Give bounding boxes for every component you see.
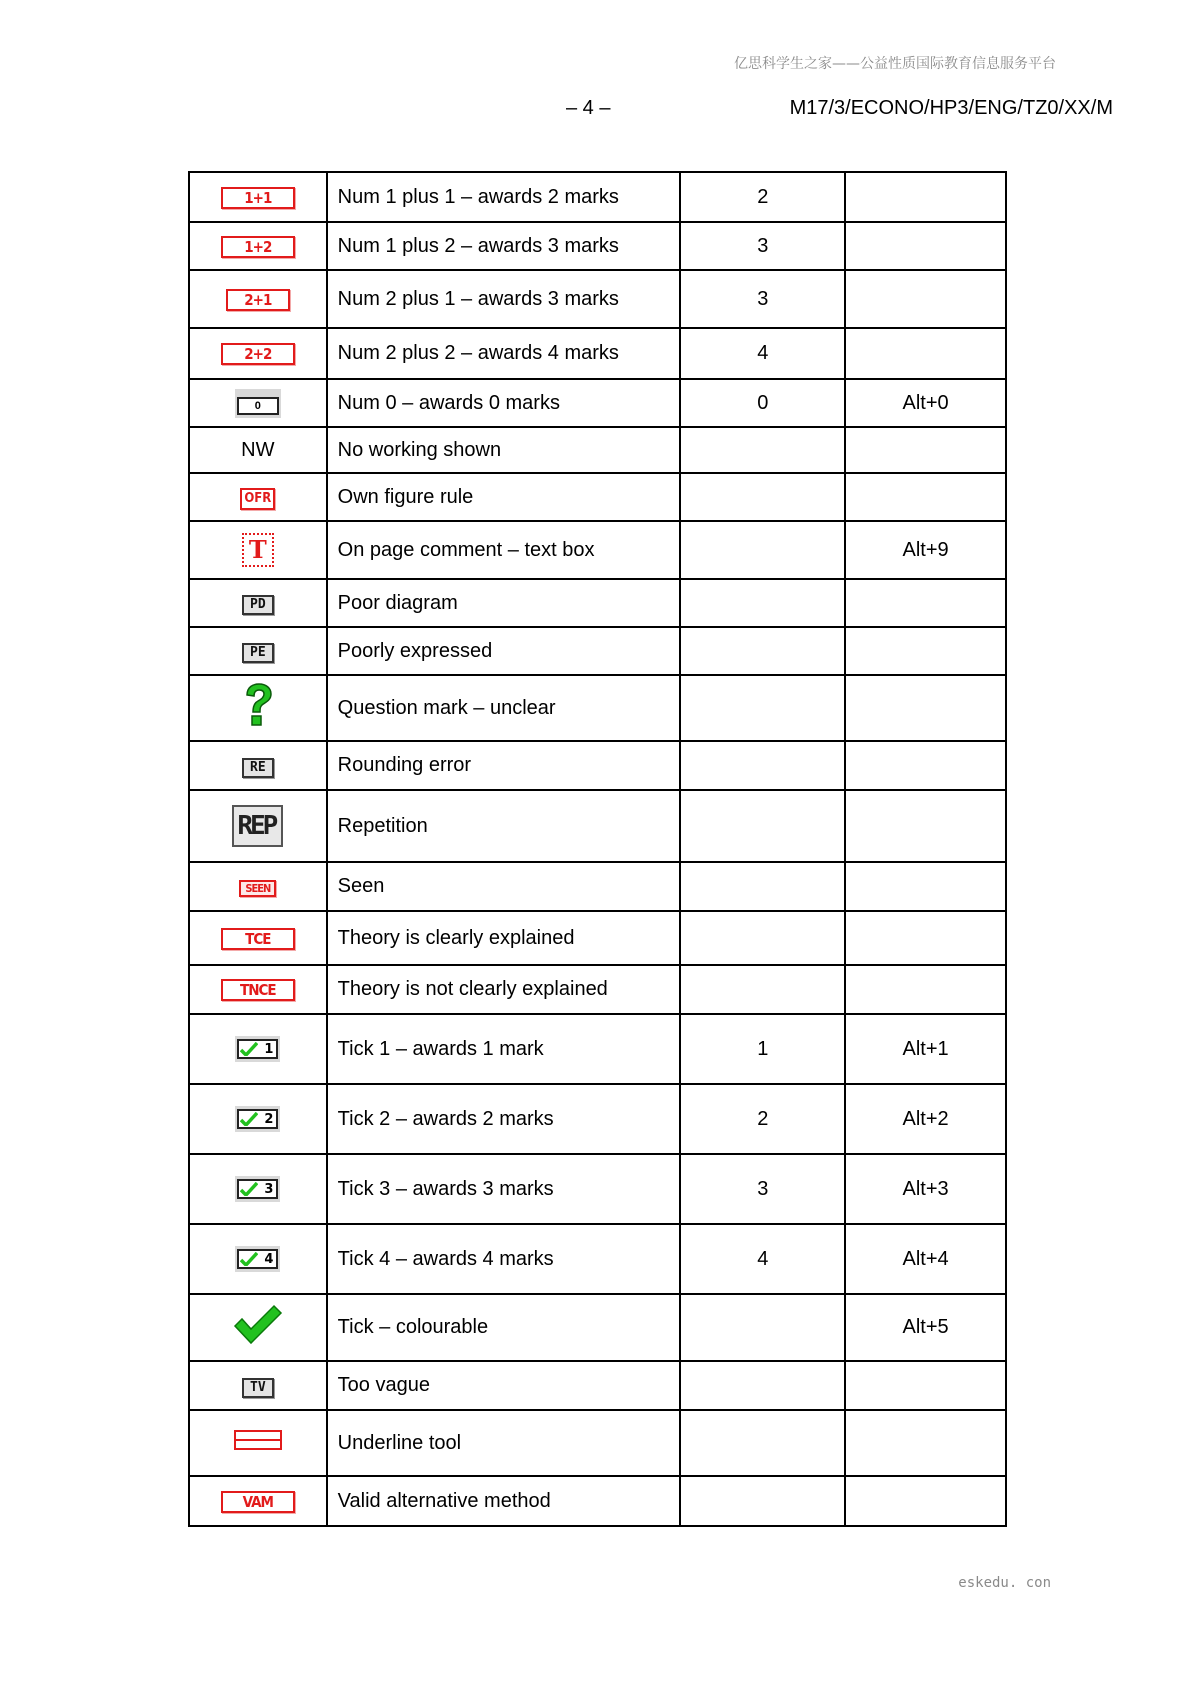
row-marks bbox=[680, 862, 845, 911]
row-description: Tick 3 – awards 3 marks bbox=[327, 1154, 681, 1224]
row-description: Num 1 plus 1 – awards 2 marks bbox=[327, 172, 681, 222]
check-icon bbox=[240, 1182, 258, 1196]
row-marks bbox=[680, 627, 845, 675]
table-row bbox=[189, 1154, 1006, 1224]
table-row bbox=[189, 172, 1006, 222]
row-shortcut bbox=[845, 222, 1006, 270]
table-row bbox=[189, 1014, 1006, 1084]
row-description: Num 1 plus 2 – awards 3 marks bbox=[327, 222, 681, 270]
repetition-icon: REP bbox=[232, 805, 283, 847]
row-marks: 2 bbox=[680, 1084, 845, 1154]
check-icon bbox=[240, 1042, 258, 1056]
row-shortcut bbox=[845, 427, 1006, 473]
row-description: Tick 4 – awards 4 marks bbox=[327, 1224, 681, 1294]
tick-4-icon bbox=[235, 1246, 280, 1272]
table-row bbox=[189, 1361, 1006, 1410]
row-marks bbox=[680, 1410, 845, 1476]
check-icon bbox=[240, 1252, 258, 1266]
table-row bbox=[189, 862, 1006, 911]
row-description: Rounding error bbox=[327, 741, 681, 790]
two-plus-one-icon: 2+1 bbox=[226, 289, 290, 311]
row-description: Valid alternative method bbox=[327, 1476, 681, 1526]
table-row bbox=[189, 270, 1006, 328]
table-row bbox=[189, 741, 1006, 790]
row-description: Num 2 plus 1 – awards 3 marks bbox=[327, 270, 681, 328]
row-shortcut: Alt+1 bbox=[845, 1014, 1006, 1084]
seen-icon: SEEN bbox=[239, 880, 276, 897]
row-marks bbox=[680, 965, 845, 1014]
one-plus-one-icon: 1+1 bbox=[221, 187, 295, 209]
row-shortcut: Alt+5 bbox=[845, 1294, 1006, 1361]
row-description: Own figure rule bbox=[327, 473, 681, 521]
row-shortcut bbox=[845, 675, 1006, 741]
question-mark-icon bbox=[238, 681, 278, 729]
row-shortcut bbox=[845, 473, 1006, 521]
row-shortcut bbox=[845, 627, 1006, 675]
row-description: No working shown bbox=[327, 427, 681, 473]
row-shortcut bbox=[845, 328, 1006, 379]
row-marks bbox=[680, 521, 845, 579]
tick-2-icon bbox=[235, 1106, 280, 1132]
table-row bbox=[189, 911, 1006, 965]
row-description: Num 2 plus 2 – awards 4 marks bbox=[327, 328, 681, 379]
row-marks: 0 bbox=[680, 379, 845, 427]
row-shortcut bbox=[845, 965, 1006, 1014]
row-shortcut bbox=[845, 1361, 1006, 1410]
row-marks bbox=[680, 911, 845, 965]
row-shortcut: Alt+0 bbox=[845, 379, 1006, 427]
annotation-table bbox=[188, 171, 1007, 1527]
table-row bbox=[189, 1224, 1006, 1294]
row-shortcut: Alt+9 bbox=[845, 521, 1006, 579]
table-row bbox=[189, 965, 1006, 1014]
too-vague-icon: TV bbox=[242, 1378, 274, 1398]
row-description: Question mark – unclear bbox=[327, 675, 681, 741]
valid-alternative-method-icon: VAM bbox=[221, 1491, 295, 1513]
row-marks bbox=[680, 1361, 845, 1410]
row-shortcut bbox=[845, 862, 1006, 911]
row-description: Poor diagram bbox=[327, 579, 681, 627]
table-row bbox=[189, 627, 1006, 675]
row-marks: 4 bbox=[680, 328, 845, 379]
no-working-label: NW bbox=[241, 438, 275, 461]
row-marks: 4 bbox=[680, 1224, 845, 1294]
row-marks: 3 bbox=[680, 270, 845, 328]
row-shortcut: Alt+2 bbox=[845, 1084, 1006, 1154]
row-shortcut bbox=[845, 741, 1006, 790]
row-marks: 3 bbox=[680, 222, 845, 270]
row-description: Tick 1 – awards 1 mark bbox=[327, 1014, 681, 1084]
footer-watermark: eskedu. con bbox=[958, 1575, 1051, 1591]
row-shortcut bbox=[845, 911, 1006, 965]
row-description: Tick 2 – awards 2 marks bbox=[327, 1084, 681, 1154]
two-plus-two-icon: 2+2 bbox=[221, 343, 295, 365]
tick-colourable-icon bbox=[233, 1304, 283, 1346]
table-row bbox=[189, 328, 1006, 379]
table-row bbox=[189, 427, 1006, 473]
row-description: On page comment – text box bbox=[327, 521, 681, 579]
row-marks bbox=[680, 579, 845, 627]
poor-diagram-icon: PD bbox=[242, 595, 274, 615]
row-shortcut bbox=[845, 172, 1006, 222]
poorly-expressed-icon: PE bbox=[242, 643, 274, 663]
row-description: Tick – colourable bbox=[327, 1294, 681, 1361]
row-marks: 3 bbox=[680, 1154, 845, 1224]
tick-1-icon bbox=[235, 1036, 280, 1062]
table-row bbox=[189, 473, 1006, 521]
row-marks bbox=[680, 790, 845, 862]
table-row bbox=[189, 675, 1006, 741]
row-description: Underline tool bbox=[327, 1410, 681, 1476]
row-description: Repetition bbox=[327, 790, 681, 862]
page-number: – 4 – bbox=[566, 97, 611, 119]
table-row bbox=[189, 521, 1006, 579]
row-shortcut bbox=[845, 1476, 1006, 1526]
document-code: M17/3/ECONO/HP3/ENG/TZ0/XX/M bbox=[789, 97, 1113, 119]
tick-number: 1 bbox=[264, 1041, 274, 1057]
row-marks bbox=[680, 1476, 845, 1526]
table-row bbox=[189, 579, 1006, 627]
table-row bbox=[189, 1294, 1006, 1361]
zero-marks-icon-label: 0 bbox=[237, 397, 279, 415]
header-watermark: 亿思科学生之家——公益性质国际教育信息服务平台 bbox=[734, 56, 1056, 72]
row-shortcut bbox=[845, 270, 1006, 328]
tick-number: 3 bbox=[264, 1181, 274, 1197]
row-shortcut bbox=[845, 790, 1006, 862]
row-description: Too vague bbox=[327, 1361, 681, 1410]
zero-marks-icon bbox=[235, 389, 281, 418]
table-row bbox=[189, 1084, 1006, 1154]
table-row bbox=[189, 222, 1006, 270]
own-figure-rule-icon: OFR bbox=[240, 488, 275, 510]
row-description: Theory is clearly explained bbox=[327, 911, 681, 965]
rounding-error-icon: RE bbox=[242, 758, 274, 778]
row-marks bbox=[680, 741, 845, 790]
theory-clearly-explained-icon: TCE bbox=[221, 928, 295, 950]
tick-number: 2 bbox=[264, 1111, 274, 1127]
text-box-icon: T bbox=[242, 533, 274, 567]
row-marks: 2 bbox=[680, 172, 845, 222]
theory-not-clearly-explained-icon: TNCE bbox=[221, 979, 295, 1001]
underline-tool-icon bbox=[234, 1430, 282, 1450]
one-plus-two-icon: 1+2 bbox=[221, 236, 295, 258]
row-description: Poorly expressed bbox=[327, 627, 681, 675]
row-shortcut bbox=[845, 579, 1006, 627]
row-description: Num 0 – awards 0 marks bbox=[327, 379, 681, 427]
row-shortcut: Alt+4 bbox=[845, 1224, 1006, 1294]
row-marks bbox=[680, 427, 845, 473]
table-row bbox=[189, 1476, 1006, 1526]
row-description: Seen bbox=[327, 862, 681, 911]
row-marks bbox=[680, 473, 845, 521]
row-marks bbox=[680, 675, 845, 741]
row-description: Theory is not clearly explained bbox=[327, 965, 681, 1014]
table-row bbox=[189, 790, 1006, 862]
row-marks bbox=[680, 1294, 845, 1361]
tick-3-icon bbox=[235, 1176, 280, 1202]
table-row bbox=[189, 1410, 1006, 1476]
row-shortcut bbox=[845, 1410, 1006, 1476]
row-shortcut: Alt+3 bbox=[845, 1154, 1006, 1224]
check-icon bbox=[240, 1112, 258, 1126]
row-marks: 1 bbox=[680, 1014, 845, 1084]
table-row bbox=[189, 379, 1006, 427]
tick-number: 4 bbox=[264, 1251, 274, 1267]
